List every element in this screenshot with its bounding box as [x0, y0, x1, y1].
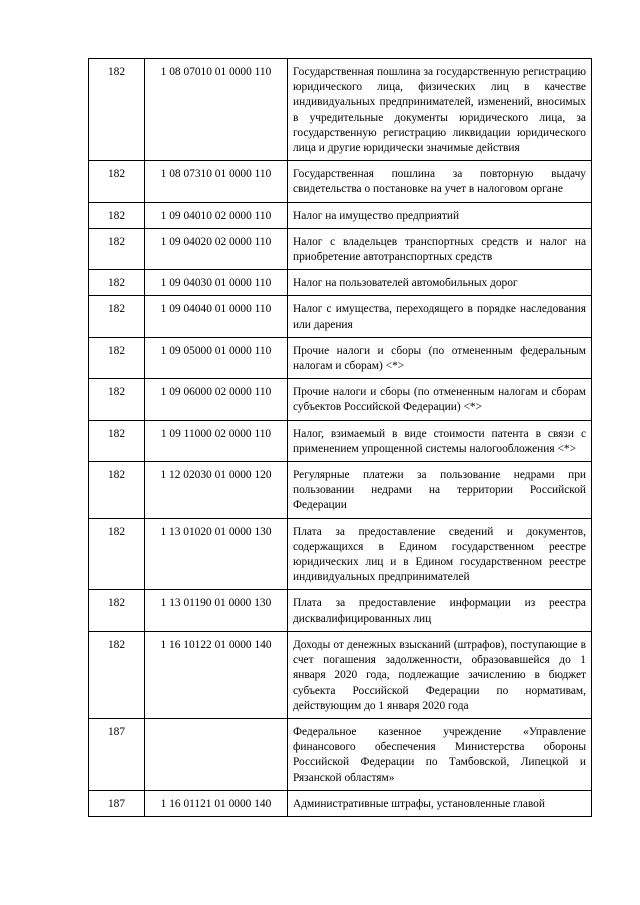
- budget-classification-code-cell: 1 08 07010 01 0000 110: [145, 59, 288, 161]
- budget-classification-code-cell: 1 09 04040 01 0000 110: [145, 296, 288, 337]
- admin-code-cell: 182: [89, 296, 145, 337]
- revenue-name-cell: Налог на пользователей автомобильных дорог: [288, 270, 592, 296]
- revenue-name-cell: Административные штрафы, установленные главой: [288, 790, 592, 816]
- admin-code-cell: 182: [89, 270, 145, 296]
- table-row: [89, 270, 592, 296]
- admin-code-cell: 182: [89, 518, 145, 590]
- admin-code-cell: 182: [89, 420, 145, 461]
- revenue-name-cell: Прочие налоги и сборы (по отмененным налогам и сборам субъектов Российской Федерации) <*>: [288, 379, 592, 420]
- table-row: [89, 518, 592, 590]
- admin-code-cell: 182: [89, 59, 145, 161]
- admin-code-cell: 182: [89, 631, 145, 718]
- budget-codes-table: [88, 58, 592, 817]
- table-row: [89, 631, 592, 718]
- admin-code-cell: 182: [89, 462, 145, 519]
- budget-classification-code-cell: 1 09 06000 02 0000 110: [145, 379, 288, 420]
- table-row: [89, 718, 592, 790]
- revenue-name-cell: Прочие налоги и сборы (по отмененным федеральным налогам и сборам) <*>: [288, 337, 592, 378]
- revenue-name-cell: Государственная пошлина за государственную регистрацию юридического лица, физических лиц в качестве индивидуальных предпринимателей, изменений, вносимых в учредительные документы юридического лица, за государственную регистрацию ликвидации юридического лица и другие юридически значимые действия: [288, 59, 592, 161]
- table-row: [89, 462, 592, 519]
- table-row: [89, 228, 592, 269]
- budget-classification-code-cell: 1 09 04020 02 0000 110: [145, 228, 288, 269]
- budget-classification-code-cell: 1 09 11000 02 0000 110: [145, 420, 288, 461]
- budget-classification-code-cell: 1 12 02030 01 0000 120: [145, 462, 288, 519]
- admin-code-cell: 187: [89, 790, 145, 816]
- revenue-name-cell: Налог на имущество предприятий: [288, 202, 592, 228]
- table-row: [89, 59, 592, 161]
- budget-classification-code-cell: 1 09 04030 01 0000 110: [145, 270, 288, 296]
- table-row: [89, 296, 592, 337]
- admin-code-cell: 182: [89, 228, 145, 269]
- table-row: [89, 161, 592, 202]
- admin-code-cell: 182: [89, 590, 145, 631]
- budget-classification-code-cell: 1 16 01121 01 0000 140: [145, 790, 288, 816]
- budget-classification-code-cell: 1 09 04010 02 0000 110: [145, 202, 288, 228]
- revenue-name-cell: Федеральное казенное учреждение «Управление финансового обеспечения Министерства обороны Российской Федерации по Тамбовской, Липецкой и Рязанской областям»: [288, 718, 592, 790]
- admin-code-cell: 187: [89, 718, 145, 790]
- table-row: [89, 420, 592, 461]
- revenue-name-cell: Плата за предоставление информации из реестра дисквалифицированных лиц: [288, 590, 592, 631]
- admin-code-cell: 182: [89, 379, 145, 420]
- budget-classification-code-cell: 1 13 01020 01 0000 130: [145, 518, 288, 590]
- table-row: [89, 202, 592, 228]
- admin-code-cell: 182: [89, 202, 145, 228]
- revenue-name-cell: Налог с владельцев транспортных средств и налог на приобретение автотранспортных средств: [288, 228, 592, 269]
- revenue-name-cell: Государственная пошлина за повторную выдачу свидетельства о постановке на учет в налоговом органе: [288, 161, 592, 202]
- table-row: [89, 337, 592, 378]
- revenue-name-cell: Налог с имущества, переходящего в порядке наследования или дарения: [288, 296, 592, 337]
- table-row: [89, 590, 592, 631]
- budget-classification-code-cell: 1 13 01190 01 0000 130: [145, 590, 288, 631]
- revenue-name-cell: Плата за предоставление сведений и документов, содержащихся в Едином государственном реестре юридических лиц и в Едином государственном реестре индивидуальных предпринимателей: [288, 518, 592, 590]
- admin-code-cell: 182: [89, 337, 145, 378]
- budget-classification-code-cell: 1 08 07310 01 0000 110: [145, 161, 288, 202]
- table-row: [89, 379, 592, 420]
- budget-classification-code-cell: 1 09 05000 01 0000 110: [145, 337, 288, 378]
- admin-code-cell: 182: [89, 161, 145, 202]
- revenue-name-cell: Регулярные платежи за пользование недрами при пользовании недрами на территории Российской Федерации: [288, 462, 592, 519]
- revenue-name-cell: Налог, взимаемый в виде стоимости патента в связи с применением упрощенной системы налогообложения <*>: [288, 420, 592, 461]
- budget-classification-code-cell: 1 16 10122 01 0000 140: [145, 631, 288, 718]
- table-row: [89, 790, 592, 816]
- revenue-name-cell: Доходы от денежных взысканий (штрафов), поступающие в счет погашения задолженности, образовавшейся до 1 января 2020 года, подлежащие зачислению в бюджет субъекта Российской Федерации по нормативам, действующим до 1 января 2020 года: [288, 631, 592, 718]
- budget-classification-code-cell: [145, 718, 288, 790]
